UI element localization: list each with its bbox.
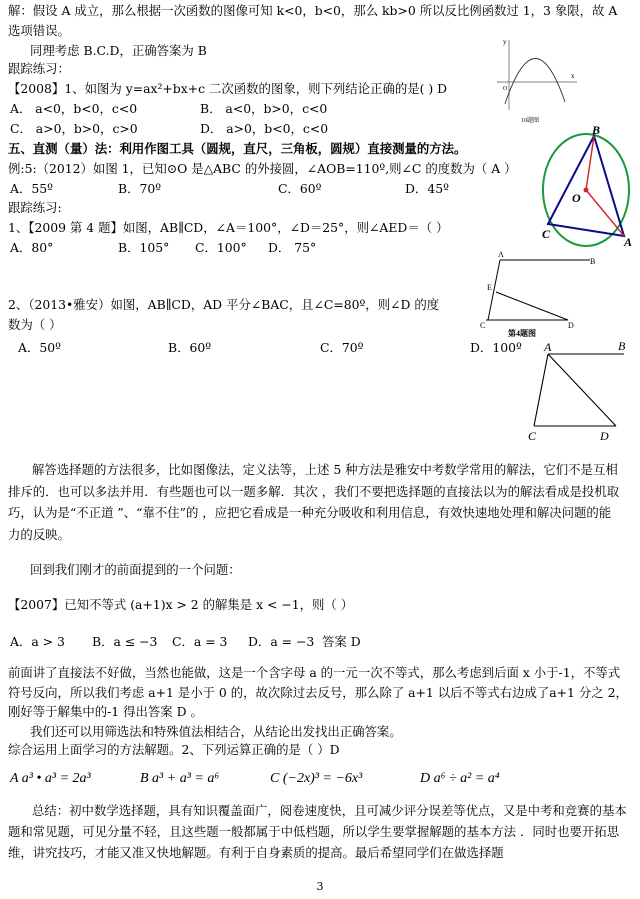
option-b: B．a ≤ −3 (92, 634, 158, 649)
origin-label: O (503, 86, 508, 92)
point-label: D (600, 429, 609, 443)
figure-caption: 10题图 (521, 118, 540, 124)
point-label: A (498, 250, 504, 259)
question-operations: 综合运用上面学习的方法解题。2、下列运算正确的是（ ）D (8, 742, 340, 757)
text-line: 回到我们刚才的前面提到的一个问题： (30, 562, 241, 577)
parabola-figure (495, 34, 583, 124)
text-line: 解：假设 A 成立，那么根据一次函数的图像可知 k<0，b<0，那么 kb>0 所以反比例函数过 1，3 象限，故 A (8, 3, 618, 18)
option-d: D a⁶ ÷ a² = a⁴ (420, 771, 500, 786)
option-b: B．60º (168, 340, 212, 355)
text-line: 选项错误。 (8, 23, 70, 38)
option-d: D．100º (470, 340, 522, 355)
question-2013: 2、（2013•雅安）如图，AB∥CD，AD 平分∠BAC，且∠C=80º，则∠D 的度 (8, 297, 440, 312)
text-line: 跟踪练习： (8, 61, 70, 76)
figure-caption: 第4题图 (508, 329, 536, 338)
option-b: B．105° (118, 240, 170, 255)
x-axis-label: x (571, 72, 575, 80)
point-label: A (624, 235, 633, 249)
text-line: 同理考虑 B.C.D，正确答案为 B (30, 43, 207, 58)
option-a: A．80° (10, 240, 54, 255)
page-number: 3 (316, 880, 324, 893)
y-axis-label: y (503, 38, 507, 46)
option-d: D．a = −3 (248, 634, 315, 649)
option-d: D．45º (405, 181, 449, 196)
point-label: C (480, 321, 486, 330)
paragraph-explanation: 前面讲了直接法不好做，当然也能做，这是一个含字母 a 的一元一次不等式，那么考虑到后面 x 小于-1，不等式符号反向，所以我们考虑 a+1 是小于 0 的，故次除过去反号，那么除了 a+1 以后不等式右边成了a+1 分之 2，刚好等于解集中的-1 得出答案 D 。 (8, 665, 628, 719)
option-a: A．50º (18, 340, 61, 355)
paragraph-methods: 解答选择题的方法很多，比如图像法，定义法等，上述 5 种方法是雅安中考数学常用的解法，它们不是互相排斥的．也可以多法并用．有些题也可以一题多解．其次 ，我们不要把选择题的直接法以为的解法看成是投机取巧，认为是“不正道 ”、“靠不住”的 ，应把它看成是一种充分吸收和利用信息，有效快速地处理和解决问题的能力的反映。 (8, 462, 620, 542)
answer-label: 答案 D (322, 634, 361, 649)
option-a: A．55º (10, 181, 53, 196)
option-c: C．60º (278, 181, 322, 196)
example-5: 例:5:（2012）如图 1，已知⊙O 是△ABC 的外接圆，∠AOB=110º,则∠C 的度数为（ A ） (8, 161, 517, 176)
option-c: C．100° (195, 240, 247, 255)
point-label: B (590, 257, 596, 266)
point-label: D (568, 321, 574, 330)
point-label: C (528, 429, 537, 443)
section-heading: 五、直测（量）法：利用作图工具（圆规，直尺，三角板，圆规）直接测量的方法。 (8, 141, 467, 156)
paragraph-summary: 总结：初中数学选择题，具有知识覆盖面广，阅卷速度快，且可减少评分误差等优点，又是中考和竞赛的基本题和常见题，可见分量不轻，且这些题一般都属于中低档题，所以学生要掌握解题的基本方法 ．同时也要开拓思维，讲究技巧，才能又准又快地解题。有利于自身素质的提高。最后希望同学们在做选择题 (8, 803, 627, 860)
option-d: D． a>0，b<0，c<0 (200, 121, 329, 136)
fig5-figure (520, 340, 632, 448)
text-line: 我们还可以用筛选法和特殊值法相结合，从结论出发找出正确答案。 (30, 724, 402, 739)
option-c: C． a>0，b>0，c>0 (10, 121, 138, 136)
text-line: 跟踪练习: (8, 200, 62, 215)
text-line: 数为（ ） (8, 317, 62, 332)
point-label: E (487, 283, 492, 292)
option-b: B a³ + a³ = a⁶ (140, 771, 220, 786)
option-c: C．70º (320, 340, 364, 355)
option-a: A．a > 3 (10, 634, 65, 649)
option-b: B． a<0，b>0，c<0 (200, 101, 328, 116)
question-2008: 【2008】1、如图为 y=ax²+bx+c 二次函数的图象，则下列结论正确的是( ) D (8, 81, 448, 96)
point-label: B (618, 339, 626, 353)
point-label: A (544, 340, 552, 354)
point-label: C (542, 227, 551, 241)
question-2007: 【2007】已知不等式 (a+1)x > 2 的解集是 x < −1，则（ ） (8, 597, 354, 612)
option-c: C．a = 3 (172, 634, 228, 649)
option-c: C (−2x)³ = −6x³ (270, 771, 363, 786)
option-a: A a³ • a³ = 2a³ (10, 771, 91, 786)
option-d: D． 75° (268, 240, 317, 255)
option-a: A． a<0，b<0，c<0 (10, 101, 138, 116)
point-label: O (572, 191, 581, 205)
option-b: B．70º (118, 181, 162, 196)
question-2009: 1、【2009 第 4 题】如图，AB∥CD，∠A＝100°，∠D＝25°，则∠AED＝（ ） (8, 220, 449, 235)
point-label: B (592, 123, 601, 137)
